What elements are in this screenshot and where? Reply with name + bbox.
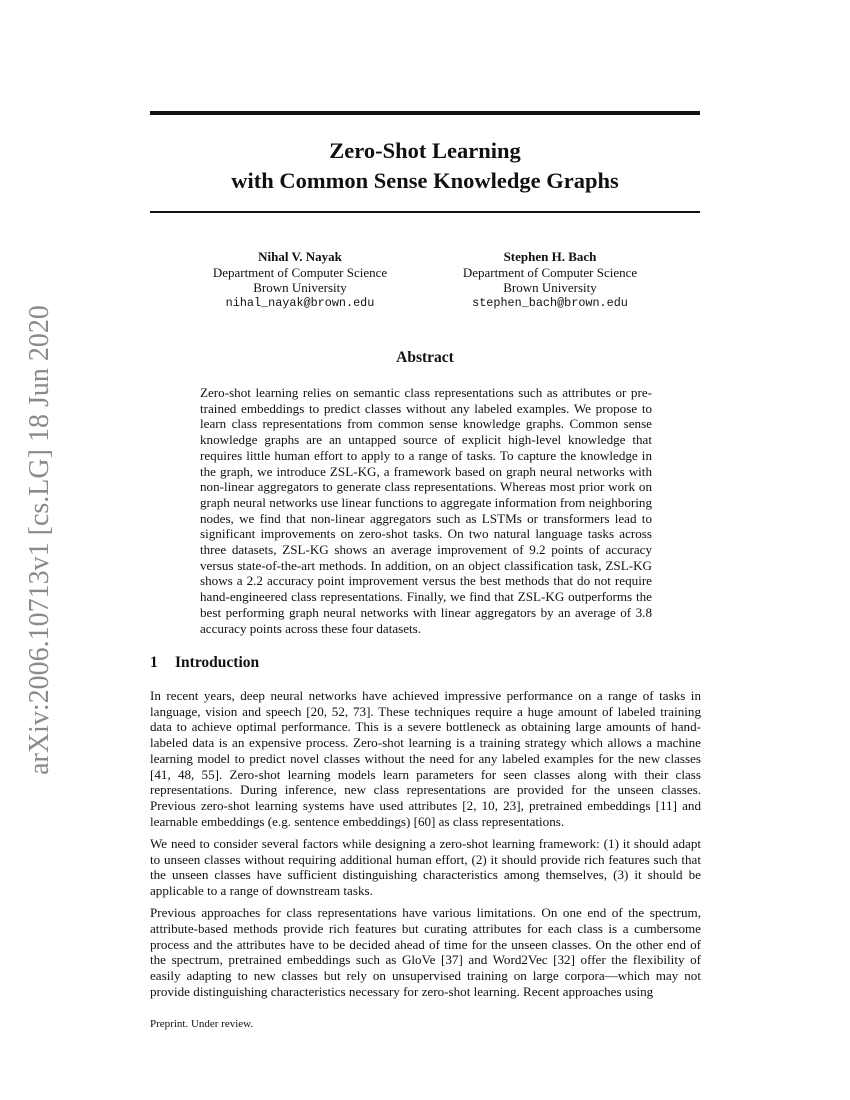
section-number: 1 [150, 654, 158, 671]
title-line-2: with Common Sense Knowledge Graphs [231, 168, 619, 193]
author-email: nihal_nayak@brown.edu [225, 295, 375, 310]
author-department: Department of Computer Science [212, 264, 388, 280]
author-university: Brown University [503, 280, 597, 295]
body-paragraph: In recent years, deep neural networks have achieved impressive performance on a range of tasks in language, vision and speech [20, 52, 73]. These techniques require a huge amount of labeled training data to achieve optimal performance. This is a severe bottleneck as obtaining large amounts of hand-labeled data is an expensive process. Zero-shot learning is a training strategy which allows a machine learning model to predict novel classes without the need for any labeled examples for the new classes [41, 48, 55]. Zero-shot learning models learn parameters for seen classes along with their class representations. During inference, new class representations are provided for the unseen classes. Previous zero-shot learning systems have used attributes [2, 10, 23], pretrained embeddings [11] and learnable embeddings (e.g. sentence embeddings) [60] as class representations. [150, 688, 701, 829]
abstract-heading: Abstract [396, 349, 454, 366]
author-name: Nihal V. Nayak [258, 249, 342, 264]
introduction-body [150, 688, 701, 1006]
title-top-rule [150, 111, 700, 115]
title-line-1: Zero-Shot Learning [329, 138, 521, 163]
author-university: Brown University [253, 280, 347, 295]
body-paragraph: Previous approaches for class representations have various limitations. On one end of the spectrum, attribute-based methods provide rich features but curating attributes for each class is a cumbersome process and the attributes have to be decided ahead of time for the unseen classes. On the other end of the spectrum, pretrained embeddings such as GloVe [37] and Word2Vec [32] offer the flexibility of easily adapting to new classes but rely on unsupervised training on large corpora—which may not provide distinguishing characteristics necessary for zero-shot learning. Recent approaches using [150, 905, 701, 999]
author-email: stephen_bach@brown.edu [472, 295, 628, 310]
title-bottom-rule [150, 211, 700, 213]
author-name: Stephen H. Bach [503, 249, 597, 264]
arxiv-identifier-stamp: arXiv:2006.10713v1 [cs.LG] 18 Jun 2020 [24, 305, 55, 775]
section-title: Introduction [175, 654, 260, 671]
section-heading-introduction [150, 654, 259, 672]
author-department: Department of Computer Science [462, 264, 638, 280]
author-block-2 [425, 249, 675, 311]
author-block-1 [175, 249, 425, 311]
preprint-footer: Preprint. Under review. [150, 1018, 254, 1030]
paper-title [150, 136, 700, 196]
abstract-text: Zero-shot learning relies on semantic class representations such as attributes or pre-trained embeddings to predict classes without any labeled examples. We propose to learn class representations from common sense knowledge graphs. Common sense knowledge graphs are an untapped source of explicit high-level knowledge that requires little human effort to apply to a range of tasks. To capture the knowledge in the graph, we introduce ZSL-KG, a framework based on graph neural networks with non-linear aggregators to generate class representations. Whereas most prior work on graph neural networks use linear functions to aggregate information from neighboring nodes, we find that non-linear aggregators such as LSTMs or transformers lead to significant improvements on zero-shot tasks. On two natural language tasks across three datasets, ZSL-KG shows an average improvement of 9.2 points of accuracy versus state-of-the-art methods. In addition, on an object classification task, ZSL-KG shows a 2.2 accuracy point improvement versus the best methods that do not require hand-engineered class representations. Finally, we find that ZSL-KG outperforms the best performing graph neural networks with linear aggregators by an average of 3.8 accuracy points across these four datasets. [200, 385, 652, 636]
body-paragraph: We need to consider several factors while designing a zero-shot learning framework: (1) it should adapt to unseen classes without requiring additional human effort, (2) it should provide rich features such that the unseen classes have sufficient distinguishing characteristics among themselves, (3) it should be applicable to a range of downstream tasks. [150, 835, 701, 898]
